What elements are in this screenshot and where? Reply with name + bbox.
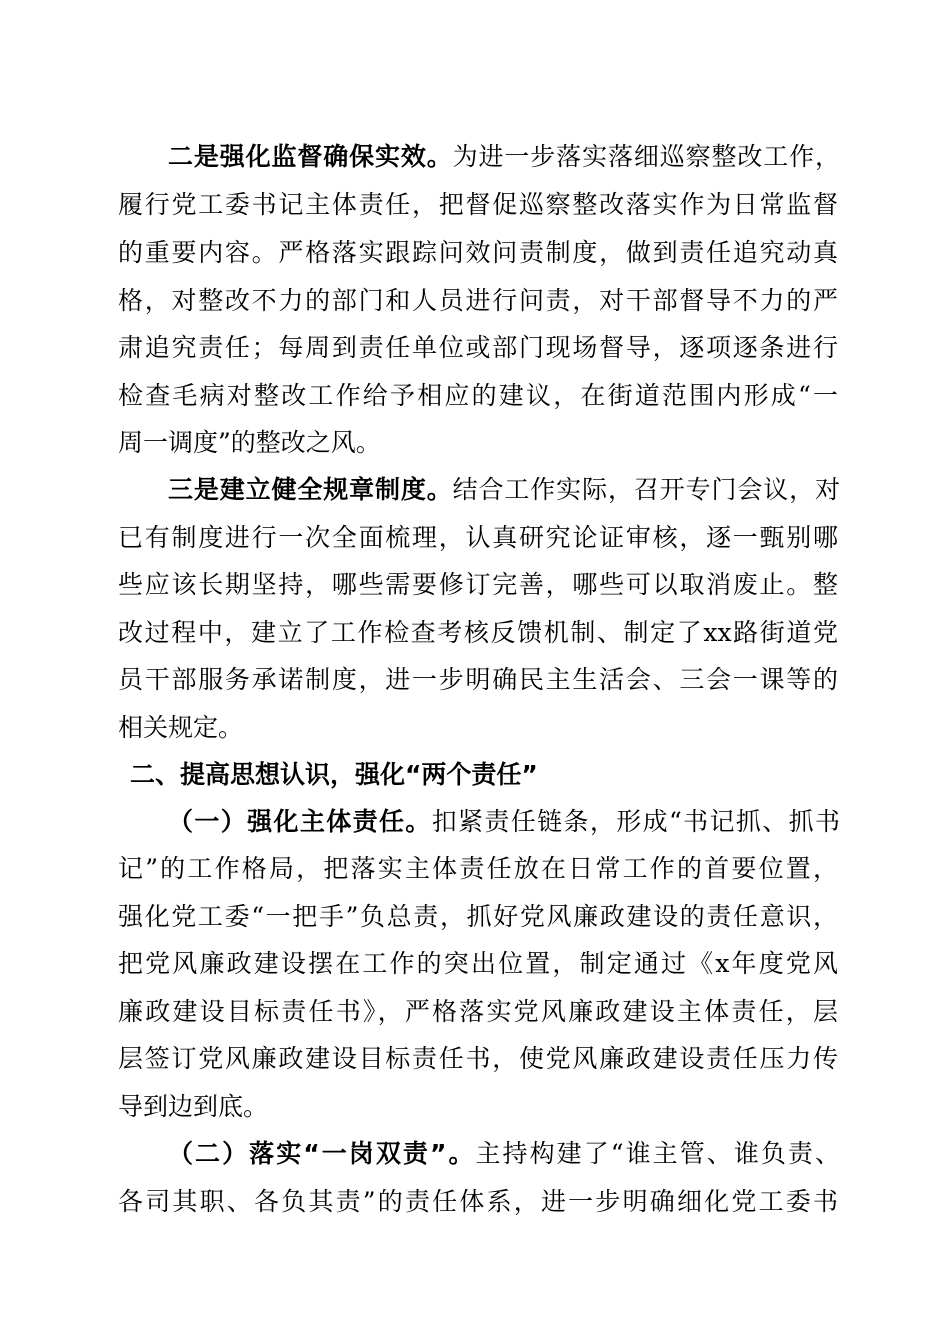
paragraph-line: 的重要内容。严格落实跟踪问效问责制度，做到责任追究动真: [118, 238, 838, 267]
paragraph-line: 周一调度”的整改之风。: [118, 428, 381, 457]
paragraph-line: 导到边到底。: [118, 1092, 269, 1121]
paragraph-line: 相关规定。: [118, 713, 244, 742]
paragraph-line: 把党风廉政建设摆在工作的突出位置，制定通过《x年度党风: [118, 949, 838, 978]
paragraph-lead: 二是强化监督确保实效。: [168, 142, 453, 171]
paragraph-line: 层签订党风廉政建设目标责任书，使党风廉政建设责任压力传: [118, 1044, 838, 1073]
paragraph-line: 各司其职、各负其责”的责任体系，进一步明确细化党工委书: [118, 1187, 838, 1216]
paragraph-line: 履行党工委书记主体责任，把督促巡察整改落实作为日常监督: [118, 190, 838, 219]
section-heading: 二、提高思想认识，强化“两个责任”: [130, 760, 538, 789]
paragraph-lead: （二）落实“一岗双责”。: [168, 1139, 476, 1168]
paragraph-text: 扣紧责任链条，形成“书记抓、抓书: [431, 807, 840, 836]
paragraph-line: 员干部服务承诺制度，进一步明确民主生活会、三会一课等的: [118, 665, 838, 694]
paragraph-line: 些应该长期坚持，哪些需要修订完善，哪些可以取消废止。整: [118, 570, 838, 599]
paragraph-line: 肃追究责任；每周到责任单位或部门现场督导，逐项逐条进行: [118, 333, 838, 362]
paragraph-line: [168, 137, 840, 177]
paragraph-line: [168, 802, 840, 842]
paragraph-text: 结合工作实际，召开专门会议，对: [452, 475, 840, 504]
paragraph-line: 格，对整改不力的部门和人员进行问责，对干部督导不力的严: [118, 286, 838, 315]
paragraph-line: 强化党工委“一把手”负总责，抓好党风廉政建设的责任意识，: [118, 902, 838, 931]
paragraph-line: 改过程中，建立了工作检查考核反馈机制、制定了xx路街道党: [118, 618, 838, 647]
paragraph-text: 主持构建了“谁主管、谁负责、: [475, 1139, 840, 1168]
paragraph-line: 廉政建设目标责任书》，严格落实党风廉政建设主体责任，层: [118, 997, 838, 1026]
paragraph-line: [168, 1134, 840, 1174]
paragraph-line: 已有制度进行一次全面梳理，认真研究论证审核，逐一甄别哪: [118, 523, 838, 552]
paragraph-lead: （一）强化主体责任。: [168, 807, 432, 836]
paragraph-line: 检查毛病对整改工作给予相应的建议，在街道范围内形成“一: [118, 381, 838, 410]
paragraph-line: [168, 470, 840, 510]
paragraph-line: 记”的工作格局，把落实主体责任放在日常工作的首要位置，: [118, 854, 838, 883]
paragraph-text: 为进一步落实落细巡察整改工作，: [452, 142, 840, 171]
paragraph-lead: 三是建立健全规章制度。: [168, 475, 453, 504]
